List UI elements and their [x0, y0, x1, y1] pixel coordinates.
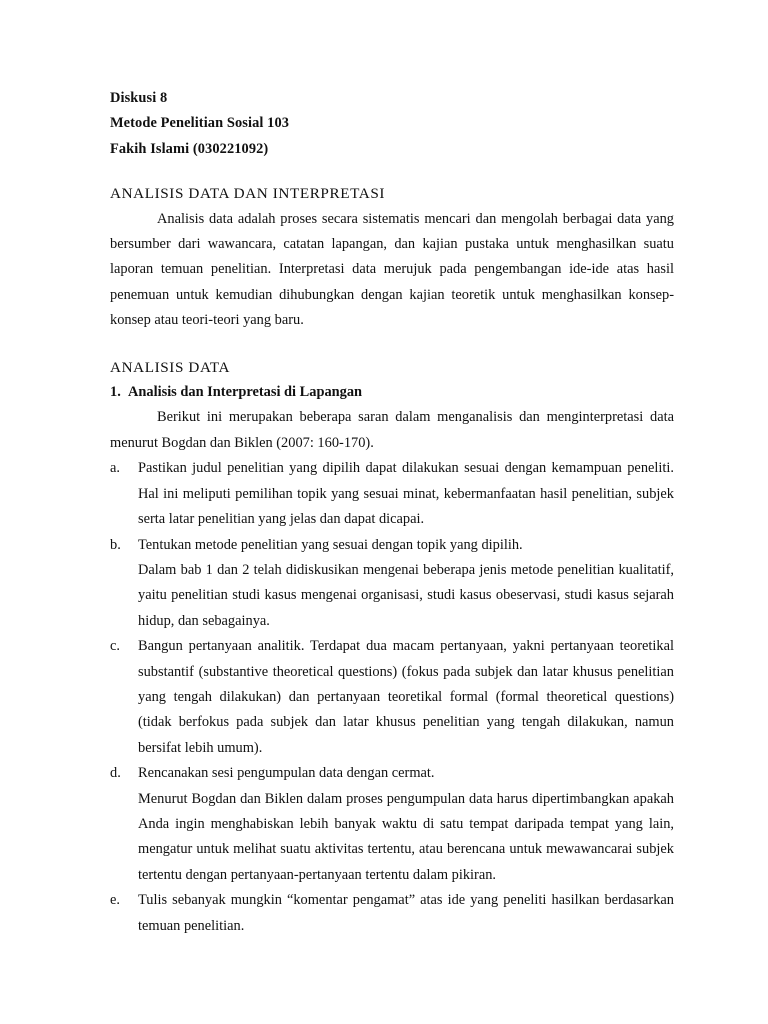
course-name: Metode Penelitian Sosial 103 — [110, 115, 290, 132]
list-item-detail: Menurut Bogdan dan Biklen dalam proses pengumpulan data harus dipertimbangkan apakah Anda ingin menghabiskan lebih banyak waktu di satu tempat daripada tempat yang lain, mengatur untuk melihat suatu aktivitas tertentu, atau berencana untuk mewawancarai subjek tertentu dengan pertanyaan-pertanyaan tertentu dalam pikiran. — [138, 790, 674, 883]
list-item — [110, 456, 674, 532]
section-title-analysis-interpretation: ANALISIS DATA DAN INTERPRETASI — [110, 185, 386, 203]
list-item — [110, 634, 674, 761]
discussion-number: Diskusi 8 — [110, 90, 168, 106]
list-item-text: Tulis sebanyak mungkin “komentar pengamat” atas ide yang peneliti hasilkan berdasarkan temuan penelitian. — [138, 892, 674, 934]
subsection-intro-paragraph: Berikut ini merupakan beberapa saran dalam menganalisis dan menginterpretasi data menurut Bogdan dan Biklen (2007: 160-170). — [110, 409, 674, 451]
document-page — [110, 86, 674, 939]
subsection-title — [110, 380, 674, 405]
list-item-text: Rencanakan sesi pengumpulan data dengan cermat. — [138, 765, 435, 782]
list-item-text: Bangun pertanyaan analitik. Terdapat dua macam pertanyaan, yakni pertanyaan teoretikal substantif (substantive theoretical questions) (fokus pada subjek dan latar khusus penelitian yang tengah dilakukan) dan pertanyaan teoretikal formal (formal theoretical questions) (tidak berfokus pada subjek dan latar khusus penelitian yang tengah dilakukan, namun bersifat lebih umum). — [138, 638, 674, 756]
list-item-detail: Dalam bab 1 dan 2 telah didiskusikan mengenai beberapa jenis metode penelitian kualitatif, yaitu penelitian studi kasus mengenai organisasi, studi kasus obeservasi, studi kasus sejarah hidup, dan sebagainya. — [138, 561, 674, 629]
list-item-text: Tentukan metode penelitian yang sesuai dengan topik yang dipilih. — [138, 536, 523, 553]
list-item-body — [138, 634, 674, 761]
subsection-number: 1. — [110, 384, 121, 401]
section-title-data-analysis: ANALISIS DATA — [110, 358, 231, 376]
list-item-body — [138, 533, 674, 635]
list-item-body — [138, 888, 674, 939]
author-name: Fakih Islami (030221092) — [110, 140, 269, 157]
list-marker: a. — [110, 460, 120, 477]
subsection-label: Analisis dan Interpretasi di Lapangan — [128, 384, 363, 401]
intro-paragraph: Analisis data adalah proses secara sistematis mencari dan mengolah berbagai data yang bersumber dari wawancara, catatan lapangan, dan kajian pustaka untuk menghasilkan suatu laporan temuan penelitian. Interpretasi data merujuk pada pengembangan ide-ide atas hasil penemuan untuk kemudian dihubungkan dengan kajian teoretik untuk menghasilkan konsep-konsep atau teori-teori yang baru. — [110, 210, 674, 329]
list-item-body — [138, 761, 674, 888]
list-marker: e. — [110, 892, 120, 909]
list-marker: b. — [110, 536, 121, 553]
suggestion-list — [110, 456, 674, 939]
list-item — [110, 533, 674, 635]
list-item-body — [138, 456, 674, 532]
list-item-text: Pastikan judul penelitian yang dipilih dapat dilakukan sesuai dengan kemampuan peneliti. Hal ini meliputi pemilihan topik yang sesuai minat, kebermanfaatan hasil penelitian, subjek serta latar penelitian yang jelas dan dapat dicapai. — [138, 460, 674, 528]
list-marker: d. — [110, 765, 121, 782]
list-item — [110, 761, 674, 888]
list-item — [110, 888, 674, 939]
list-marker: c. — [110, 638, 120, 655]
